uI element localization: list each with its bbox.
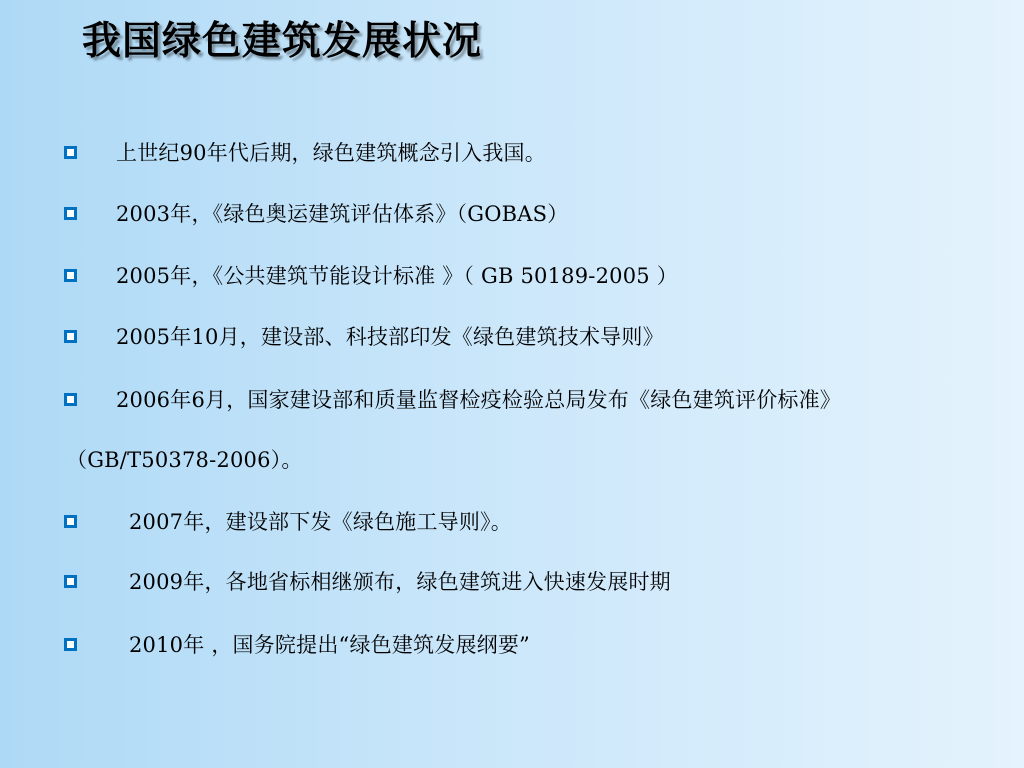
slide-title: 我国绿色建筑发展状况 [82, 19, 483, 64]
bullet-text: 2005年，《公共建筑节能设计标准 》（ GB 50189-2005 ） [116, 264, 678, 288]
bullet-item [64, 137, 546, 167]
bullet-text: 2010年 ，国务院提出“绿色建筑发展纲要” [129, 633, 530, 657]
bullet-item [64, 260, 678, 290]
square-bullet-icon [64, 330, 77, 343]
bullet-item [64, 198, 568, 228]
bullet-item [64, 384, 841, 414]
bullet-item [64, 566, 671, 596]
bullet-item [64, 321, 664, 351]
square-bullet-icon [64, 575, 77, 588]
bullet-text: 2009年，各地省标相继颁布，绿色建筑进入快速发展时期 [129, 570, 671, 594]
bullet-text: 上世纪90年代后期，绿色建筑概念引入我国。 [116, 141, 546, 165]
square-bullet-icon [64, 146, 77, 159]
square-bullet-icon [64, 269, 77, 282]
bullet-item [64, 629, 530, 659]
bullet-continuation-text: （GB/T50378-2006）。 [66, 448, 303, 472]
bullet-text: 2005年10月，建设部、科技部印发《绿色建筑技术导则》 [116, 325, 664, 349]
bullet-item [64, 506, 512, 536]
square-bullet-icon [64, 393, 77, 406]
bullet-text: 2003年，《绿色奥运建筑评估体系》（GOBAS） [116, 202, 569, 226]
bullet-text: 2007年，建设部下发《绿色施工导则》。 [129, 510, 512, 534]
bullet-text: 2006年6月，国家建设部和质量监督检疫检验总局发布《绿色建筑评价标准》 [116, 388, 842, 412]
square-bullet-icon [64, 515, 77, 528]
square-bullet-icon [64, 207, 77, 220]
bullet-continuation [66, 444, 303, 474]
square-bullet-icon [64, 638, 77, 651]
